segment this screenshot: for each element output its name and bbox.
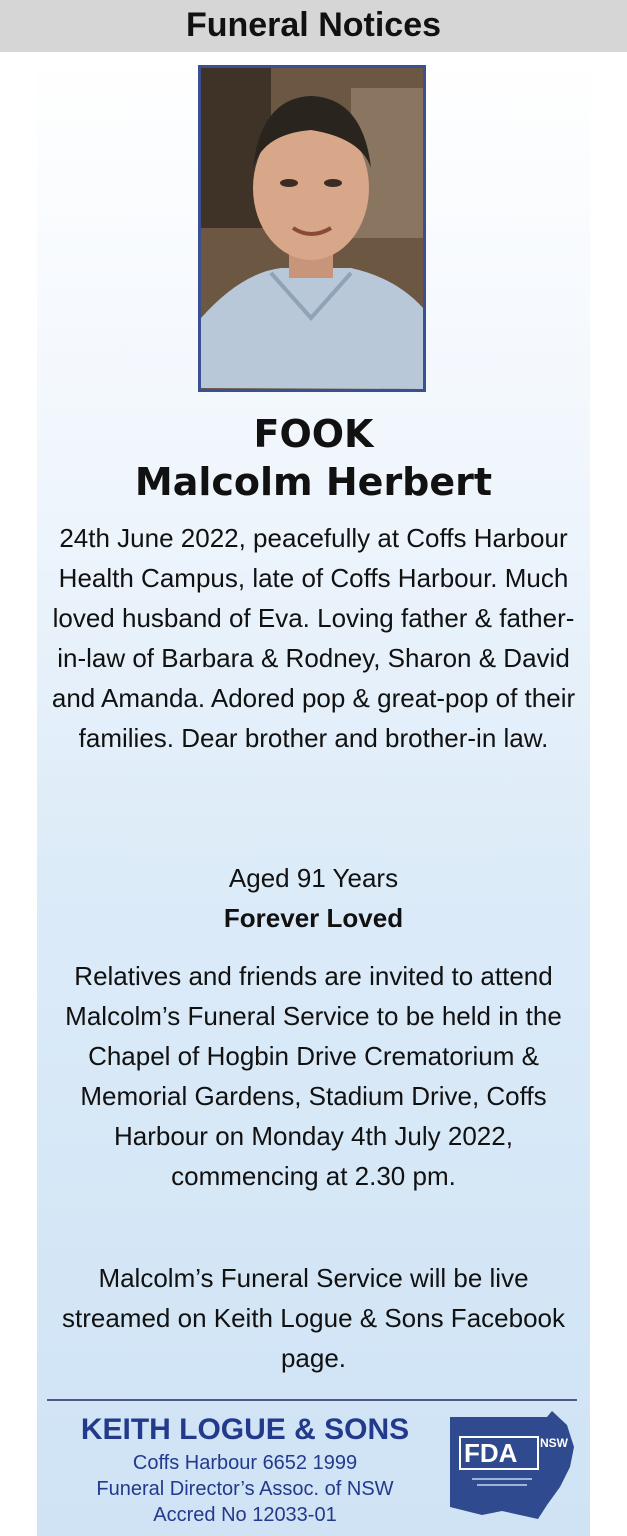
logo-fda-text: FDA bbox=[464, 1438, 518, 1468]
notice-paragraph-death: 24th June 2022, peacefully at Coffs Harbour Health Campus, late of Coffs Harbour. Much loved husband of Eva. Loving father & father-in-law of Barbara & Rodney, Sharon & David and Amanda. Adored pop & great-pop of their families. Dear brother and brother-in law. bbox=[51, 523, 576, 753]
notice-paragraph-service: Relatives and friends are invited to attend Malcolm’s Funeral Service to be held in the Chapel of Hogbin Drive Crematorium & Memorial Gardens, Stadium Drive, Coffs Harbour on Monday 4th July 2022, commencing at 2.30 pm. bbox=[65, 961, 562, 1191]
funeral-director-name: KEITH LOGUE & SONS bbox=[80, 1413, 410, 1446]
notice-paragraph-livestream: Malcolm’s Funeral Service will be live streamed on Keith Logue & Sons Facebook page. bbox=[62, 1263, 565, 1373]
fda-nsw-logo bbox=[442, 1407, 582, 1527]
logo-nsw-text: NSW bbox=[540, 1436, 568, 1450]
funeral-director-accreditation: Accred No 12033-01 bbox=[153, 1504, 337, 1526]
funeral-notice-panel bbox=[37, 52, 590, 1536]
deceased-given-names: Malcolm Herbert bbox=[134, 460, 493, 504]
forever-loved-line: Forever Loved bbox=[223, 903, 404, 933]
funeral-director-association: Funeral Director’s Assoc. of NSW bbox=[96, 1478, 394, 1500]
fda-nsw-logo-graphic bbox=[442, 1407, 582, 1527]
deceased-surname: FOOK bbox=[253, 412, 374, 456]
portrait-photo bbox=[198, 65, 426, 392]
age-line: Aged 91 Years bbox=[228, 863, 399, 893]
funeral-director-phone: Coffs Harbour 6652 1999 bbox=[132, 1452, 358, 1474]
footer-divider bbox=[47, 1399, 577, 1401]
page-header bbox=[0, 0, 627, 52]
portrait-illustration bbox=[201, 68, 423, 389]
header-title: Funeral Notices bbox=[185, 6, 442, 44]
